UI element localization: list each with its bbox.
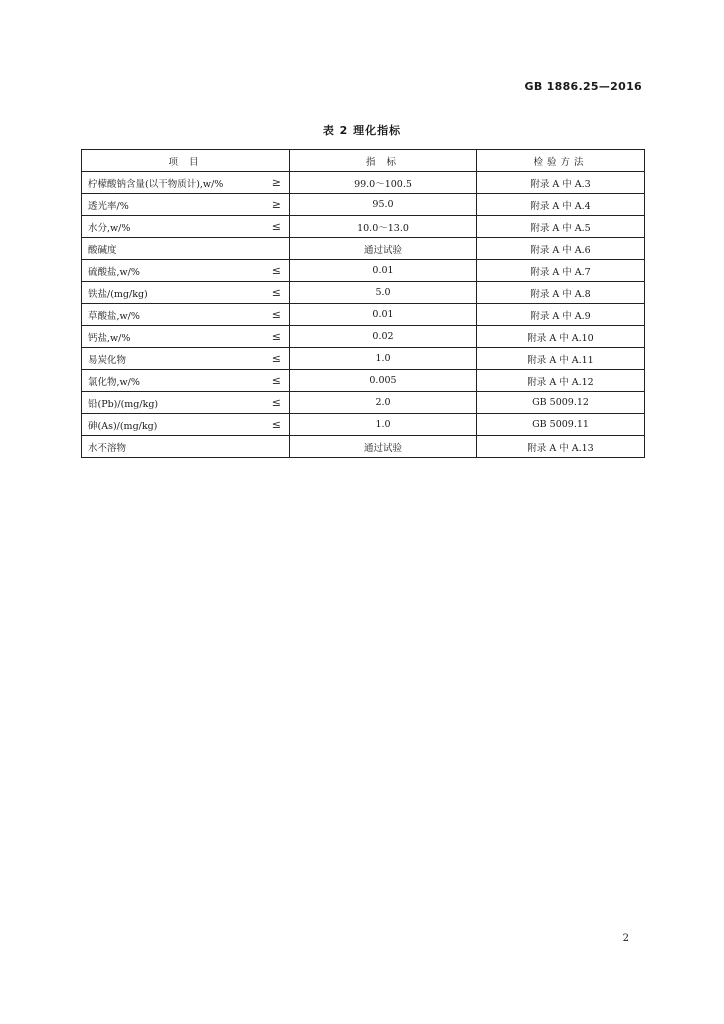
row-method-cell: 附录 A 中 A.5 — [477, 216, 645, 238]
item-name: 氯化物,w/% — [88, 376, 140, 388]
item-name: 水不溶物 — [88, 442, 127, 454]
row-method-cell: 附录 A 中 A.4 — [477, 194, 645, 216]
item-name: 透光率/% — [88, 200, 129, 212]
row-item-cell — [82, 260, 290, 282]
row-item-cell — [82, 370, 290, 392]
comparison-symbol: ≤ — [271, 308, 281, 321]
row-item-cell — [82, 216, 290, 238]
row-value-cell: 通过试验 — [290, 238, 477, 260]
comparison-symbol: ≥ — [271, 198, 281, 211]
table-row — [82, 260, 645, 282]
table-row — [82, 414, 645, 436]
row-method-cell: 附录 A 中 A.11 — [477, 348, 645, 370]
row-item-cell — [82, 282, 290, 304]
table-row — [82, 436, 645, 458]
header-method: 检验方法 — [477, 150, 645, 172]
page-number: 2 — [622, 933, 629, 944]
row-value-cell: 0.02 — [290, 326, 477, 348]
comparison-symbol: ≤ — [271, 418, 281, 431]
row-value-cell: 0.01 — [290, 304, 477, 326]
row-method-cell: 附录 A 中 A.12 — [477, 370, 645, 392]
item-name: 草酸盐,w/% — [88, 310, 140, 322]
row-method-cell: 附录 A 中 A.6 — [477, 238, 645, 260]
header-item: 项 目 — [82, 150, 290, 172]
row-item-cell — [82, 392, 290, 414]
row-item-cell — [82, 348, 290, 370]
row-method-cell: 附录 A 中 A.8 — [477, 282, 645, 304]
row-item-cell — [82, 194, 290, 216]
table-row — [82, 194, 645, 216]
item-name: 铁盐/(mg/kg) — [88, 288, 148, 300]
row-value-cell: 通过试验 — [290, 436, 477, 458]
item-name: 柠檬酸钠含量(以干物质计),w/% — [88, 178, 224, 190]
physicochemical-spec-table — [81, 149, 645, 458]
row-method-cell: 附录 A 中 A.10 — [477, 326, 645, 348]
comparison-symbol: ≤ — [271, 374, 281, 387]
item-name: 钙盐,w/% — [88, 332, 131, 344]
row-value-cell: 95.0 — [290, 194, 477, 216]
row-item-cell — [82, 304, 290, 326]
table-row — [82, 304, 645, 326]
row-value-cell: 2.0 — [290, 392, 477, 414]
item-name: 水分,w/% — [88, 222, 131, 234]
row-value-cell: 5.0 — [290, 282, 477, 304]
row-value-cell: 1.0 — [290, 348, 477, 370]
row-method-cell: 附录 A 中 A.13 — [477, 436, 645, 458]
row-method-cell: GB 5009.11 — [477, 414, 645, 436]
row-method-cell: 附录 A 中 A.3 — [477, 172, 645, 194]
item-name: 易炭化物 — [88, 354, 127, 366]
row-item-cell — [82, 414, 290, 436]
table-row — [82, 370, 645, 392]
standard-code: GB 1886.25—2016 — [524, 80, 642, 93]
table-row — [82, 326, 645, 348]
row-value-cell: 0.005 — [290, 370, 477, 392]
item-name: 砷(As)/(mg/kg) — [88, 420, 158, 432]
row-value-cell: 99.0～100.5 — [290, 172, 477, 194]
table-header-row — [82, 150, 645, 172]
row-method-cell: GB 5009.12 — [477, 392, 645, 414]
comparison-symbol: ≤ — [271, 330, 281, 343]
row-value-cell: 1.0 — [290, 414, 477, 436]
comparison-symbol: ≤ — [271, 286, 281, 299]
item-name: 硫酸盐,w/% — [88, 266, 140, 278]
comparison-symbol: ≥ — [271, 176, 281, 189]
table-row — [82, 216, 645, 238]
row-item-cell — [82, 326, 290, 348]
header-value: 指 标 — [290, 150, 477, 172]
table-row — [82, 172, 645, 194]
table-row — [82, 238, 645, 260]
table-title: 表 2 理化指标 — [322, 124, 402, 137]
row-method-cell: 附录 A 中 A.9 — [477, 304, 645, 326]
comparison-symbol: ≤ — [271, 352, 281, 365]
row-item-cell — [82, 436, 290, 458]
row-value-cell: 0.01 — [290, 260, 477, 282]
comparison-symbol: ≤ — [271, 264, 281, 277]
row-item-cell — [82, 238, 290, 260]
row-item-cell — [82, 172, 290, 194]
item-name: 铅(Pb)/(mg/kg) — [88, 398, 159, 410]
table-row — [82, 282, 645, 304]
row-value-cell: 10.0～13.0 — [290, 216, 477, 238]
comparison-symbol: ≤ — [271, 396, 281, 409]
row-method-cell: 附录 A 中 A.7 — [477, 260, 645, 282]
comparison-symbol: ≤ — [271, 220, 281, 233]
table-row — [82, 348, 645, 370]
item-name: 酸碱度 — [88, 244, 117, 256]
table-row — [82, 392, 645, 414]
